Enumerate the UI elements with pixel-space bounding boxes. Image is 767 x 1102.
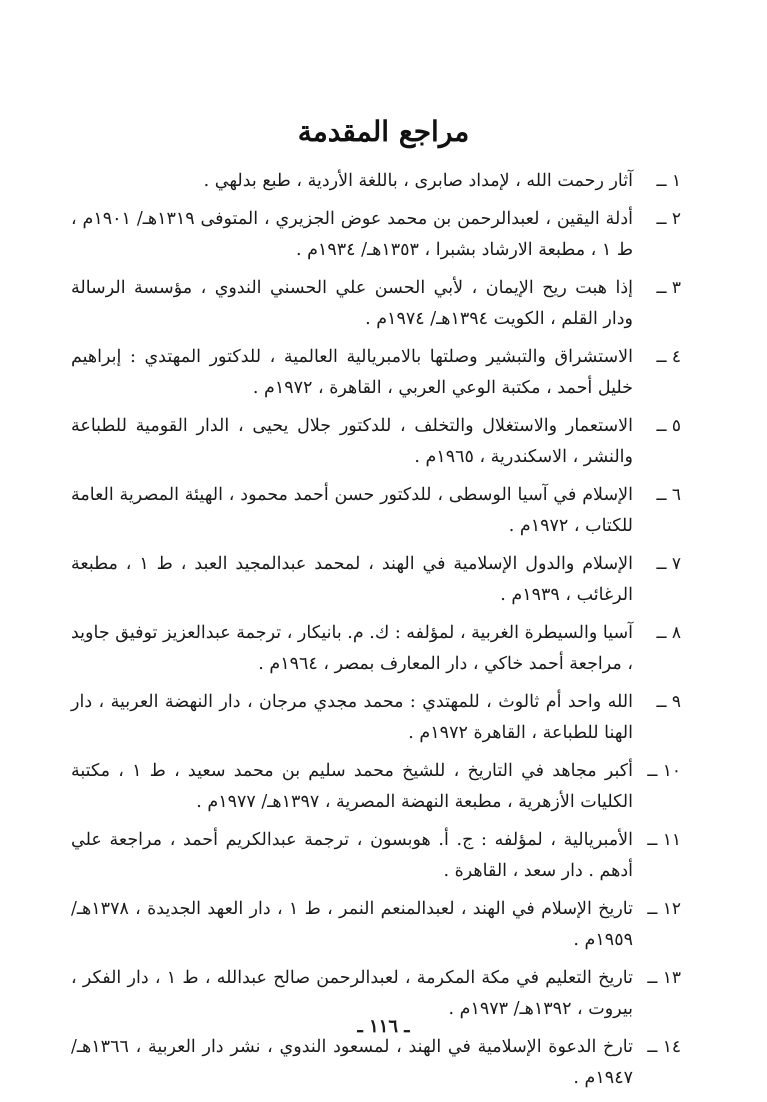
reference-text: تاريخ التعليم في مكة المكرمة ، لعبدالرحمن صالح عبدالله ، ط ١ ، دار الفكر ، بيروت ، ١٣٩٢هـ/ ١٩٧٣م . — [71, 968, 633, 1019]
list-item — [71, 825, 681, 887]
reference-number: ٨ ــ — [656, 623, 681, 643]
reference-number: ٣ ــ — [656, 278, 681, 298]
reference-number: ١١ ــ — [647, 830, 681, 850]
list-item — [71, 411, 681, 473]
reference-text: أكبر مجاهد في التاريخ ، للشيخ محمد سليم بن محمد سعيد ، ط ١ ، مكتبة الكليات الأزهرية ، مطبعة النهضة المصرية ، ١٣٩٧هـ/ ١٩٧٧م . — [71, 761, 633, 812]
reference-text: الإسلام والدول الإسلامية في الهند ، لمحمد عبدالمجيد العبد ، ط ١ ، مطبعة الرغائب ، ١٩٣٩م . — [71, 554, 634, 605]
page-number: ـ ١١٦ ـ — [357, 1016, 410, 1037]
reference-text: الأمبريالية ، لمؤلفه : ج. أ. هوبسون ، ترجمة عبدالكريم أحمد ، مراجعة علي أدهم . دار سعد ، القاهرة . — [71, 830, 633, 881]
reference-text: آسيا والسيطرة الغربية ، لمؤلفه : ك. م. بانيكار ، ترجمة عبدالعزيز توفيق جاويد ، مراجعة أحمد خاكي ، دار المعارف بمصر ، ١٩٦٤م . — [71, 623, 633, 674]
reference-number: ١ ــ — [656, 171, 681, 191]
reference-number: ١٢ ــ — [647, 899, 681, 919]
list-item — [71, 342, 681, 404]
references-list — [71, 166, 681, 1101]
reference-text: تارخ الدعوة الإسلامية في الهند ، لمسعود الندوي ، نشر دار العربية ، ١٣٦٦هـ/ ١٩٤٧م . — [71, 1037, 633, 1088]
reference-text: الاستعمار والاستغلال والتخلف ، للدكتور جلال يحيى ، الدار القومية للطباعة والنشر ، الاسكندرية ، ١٩٦٥م . — [71, 416, 633, 467]
list-item — [71, 166, 681, 197]
list-item — [71, 756, 681, 818]
reference-text: أدلة اليقين ، لعبدالرحمن بن محمد عوض الجزيري ، المتوفى ١٣١٩هـ/ ١٩٠١م ، ط ١ ، مطبعة الارشاد بشبرا ، ١٣٥٣هـ/ ١٩٣٤م . — [71, 209, 633, 260]
reference-number: ٦ ــ — [656, 485, 681, 505]
reference-text: الله واحد أم ثالوث ، للمهتدي : محمد مجدي مرجان ، دار النهضة العربية ، دار الهنا للطباعة ، القاهرة ١٩٧٢م . — [71, 692, 633, 743]
reference-text: الاستشراق والتبشير وصلتها بالامبريالية العالمية ، للدكتور المهتدي : إبراهيم خليل أحمد ، مكتبة الوعي العربي ، القاهرة ، ١٩٧٢م . — [71, 347, 633, 398]
reference-number: ١٣ ــ — [647, 968, 681, 988]
page-title: مراجع المقدمة — [297, 115, 470, 148]
reference-text: إذا هبت ريح الإيمان ، لأبي الحسن علي الحسني الندوي ، مؤسسة الرسالة ودار القلم ، الكويت ١٣٩٤هـ/ ١٩٧٤م . — [71, 278, 633, 329]
reference-number: ٥ ــ — [656, 416, 681, 436]
reference-text: آثار رحمت الله ، لإمداد صابرى ، باللغة الأردية ، طبع بدلهي . — [203, 171, 633, 191]
list-item — [71, 1032, 681, 1094]
list-item — [71, 204, 681, 266]
list-item — [71, 618, 681, 680]
list-item — [71, 549, 681, 611]
reference-number: ١٠ ــ — [647, 761, 681, 781]
list-item — [71, 687, 681, 749]
list-item — [71, 273, 681, 335]
reference-number: ٢ ــ — [656, 209, 681, 229]
reference-text: الإسلام في آسيا الوسطى ، للدكتور حسن أحمد محمود ، الهيئة المصرية العامة للكتاب ، ١٩٧٢م . — [71, 485, 633, 536]
reference-number: ٩ ــ — [656, 692, 681, 712]
reference-text: تاريخ الإسلام في الهند ، لعبدالمنعم النمر ، ط ١ ، دار العهد الجديدة ، ١٣٧٨هـ/ ١٩٥٩م . — [71, 899, 633, 950]
reference-number: ٤ ــ — [656, 347, 681, 367]
list-item — [71, 894, 681, 956]
reference-number: ١٤ ــ — [647, 1037, 681, 1057]
list-item — [71, 480, 681, 542]
reference-number: ٧ ــ — [656, 554, 681, 574]
